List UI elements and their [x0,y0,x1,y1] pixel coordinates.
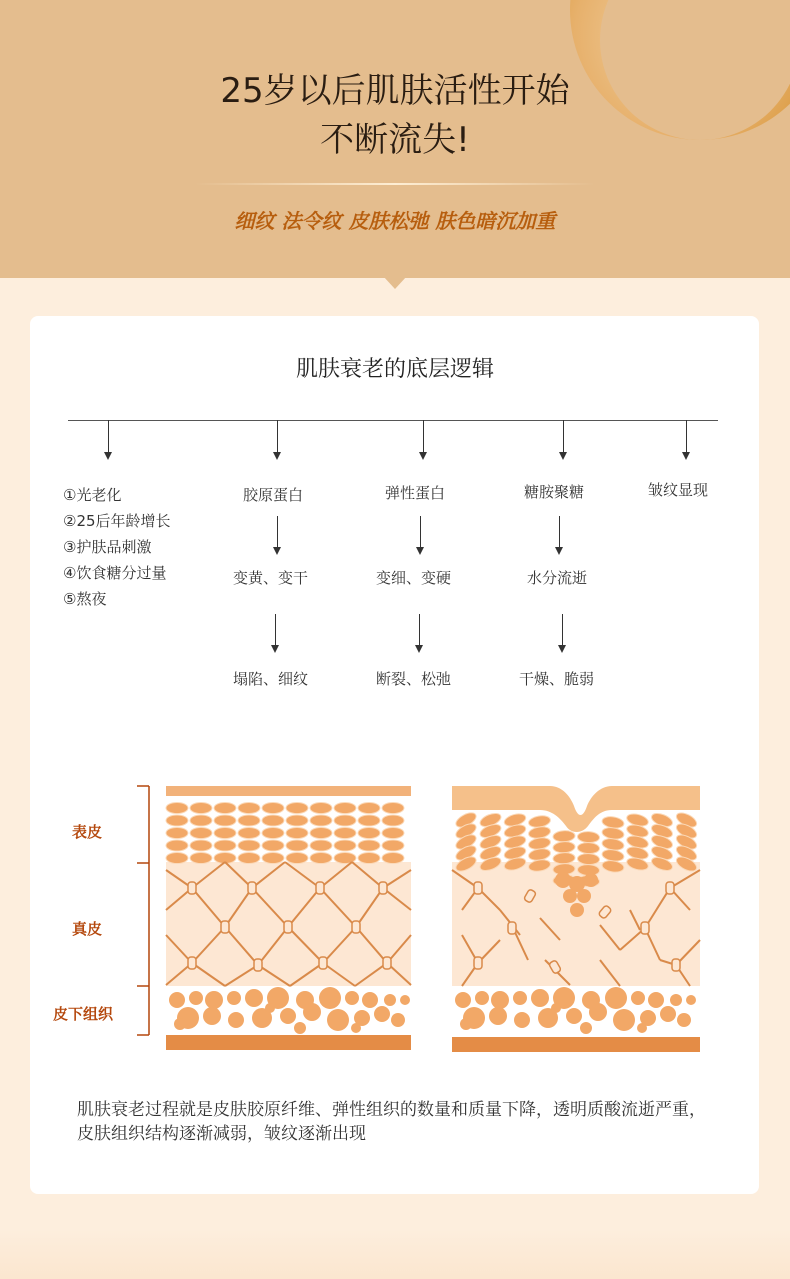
epidermis-cell [577,831,600,843]
collagen-node [352,921,360,933]
epidermis-cell [358,803,380,814]
epidermis-cell [214,853,236,864]
epidermis-cell [334,828,356,839]
collagen-node [379,882,387,894]
epidermis-cell [382,815,404,826]
fat-cell [531,989,549,1007]
epidermis-cell [553,841,576,853]
epidermis-cell [584,873,598,887]
epidermis-cell [310,828,332,839]
fat-cell [227,991,241,1005]
epidermis-cell [358,828,380,839]
epidermis-cell [577,889,591,903]
epidermis-cell [310,853,332,864]
epidermis-cell [166,828,188,839]
aged-skin-panel [452,786,700,1052]
epidermis-cell [262,828,284,839]
epidermis-cell [286,815,308,826]
branch-collagen-label: 胶原蛋白 [243,486,304,504]
card-title: 肌肤衰老的底层逻辑 [295,357,494,382]
epidermis-cell [262,853,284,864]
branch-gag-step2: 水分流逝 [527,569,588,587]
branch-elastin-step3: 断裂、松弛 [376,670,452,688]
cause-item: ③护肤品刺激 [63,538,152,556]
fat-cell [589,1003,607,1021]
fat-cell [513,991,527,1005]
epidermis-cell [238,853,260,864]
fat-cell [400,995,410,1005]
epidermis-cell [190,815,212,826]
epidermis-cell [262,803,284,814]
fat-cell [228,1012,244,1028]
layer-label-dermis: 真皮 [72,920,103,938]
epidermis-cell [190,840,212,851]
fat-cell [613,1009,635,1031]
healthy-fat-cells [169,987,410,1034]
epidermis-cell [382,853,404,864]
epidermis-cell [166,853,188,864]
layer-label-epidermis: 表皮 [72,823,103,841]
epidermis-cell [214,815,236,826]
fat-cell [677,1013,691,1027]
epidermis-cell [238,840,260,851]
epidermis-cell [555,872,571,888]
fat-cell [174,1018,186,1030]
collagen-node [508,922,516,934]
fat-cell [491,991,509,1009]
fat-cell [280,1008,296,1024]
epidermis-cell [166,815,188,826]
epidermis-cell [553,830,576,842]
epidermis-cell [382,803,404,814]
collagen-node [641,922,649,934]
collagen-node [474,882,482,894]
epidermis-cell [262,840,284,851]
epidermis-cell [382,828,404,839]
layer-bracket [137,786,149,1035]
collagen-node [383,957,391,969]
fat-cell [303,1003,321,1021]
hero-subtitle: 细纹 法令纹 皮肤松弛 肤色暗沉加重 [234,209,556,233]
fat-cell [605,987,627,1009]
epidermis-cell [334,840,356,851]
collagen-node [666,882,674,894]
collagen-node [221,921,229,933]
fat-cell [203,1007,221,1025]
epidermis-cell [166,803,188,814]
epidermis-cell [358,853,380,864]
hero-title-line2: 不断流失! [320,120,470,160]
collagen-node [188,882,196,894]
fat-cell [294,1022,306,1034]
fat-cell [169,992,185,1008]
branch-elastin-label: 弹性蛋白 [385,484,446,502]
epidermis-cell [190,828,212,839]
epidermis-cell [286,803,308,814]
fat-cell [189,991,203,1005]
epidermis-cell [286,840,308,851]
epidermis-cell [286,853,308,864]
collagen-node [316,882,324,894]
collagen-node [188,957,196,969]
cause-item: ④饮食糖分过量 [63,564,167,582]
bottom-fade [0,1230,790,1279]
epidermis-cell [563,889,577,903]
fat-cell [374,1006,390,1022]
fat-cell [551,1003,561,1013]
fat-cell [345,991,359,1005]
fat-cell [648,992,664,1008]
description-text: 肌肤衰老过程就是皮肤胶原纤维、弹性组织的数量和质量下降，透明质酸流逝严重，皮肤组织结构逐渐减弱，皱纹逐渐出现 [77,1100,706,1144]
epidermis-cell [310,803,332,814]
cause-item: ①光老化 [63,486,122,504]
branch-gag-label: 糖胺聚糖 [524,483,585,501]
layer-label-subcutis: 皮下组织 [53,1005,114,1023]
fat-cell [514,1012,530,1028]
collagen-node [672,959,680,971]
hero-title-line1: 25岁以后肌肤活性开始 [220,71,570,111]
epidermis-cell [358,840,380,851]
fat-cell [384,994,396,1006]
epidermis-cell [238,815,260,826]
result-wrinkles-label: 皱纹显现 [648,481,709,499]
epidermis-cell [214,828,236,839]
fat-cell [362,992,378,1008]
epidermis-cell [214,803,236,814]
healthy-skin-panel [166,786,411,1050]
fat-cell [205,991,223,1009]
epidermis-cell [310,840,332,851]
collagen-node [248,882,256,894]
fat-cell [391,1013,405,1027]
branch-gag-step3: 干燥、脆弱 [519,670,595,688]
collagen-node [284,921,292,933]
fat-cell [660,1006,676,1022]
epidermis-cell [358,815,380,826]
epidermis-cell [238,828,260,839]
epidermis-cell [334,803,356,814]
aged-fat-cells [455,987,696,1034]
fat-cell [319,987,341,1009]
fat-cell [475,991,489,1005]
fat-cell [631,991,645,1005]
cause-item: ②25后年龄增长 [63,512,171,530]
fat-cell [670,994,682,1006]
epidermis-cell [190,803,212,814]
branch-elastin-step2: 变细、变硬 [376,569,452,587]
fat-cell [245,989,263,1007]
epidermis-cell [310,815,332,826]
fat-cell [351,1023,361,1033]
healthy-epidermis-cells [166,803,404,864]
cause-item: ⑤熬夜 [63,590,107,608]
branch-collagen-step3: 塌陷、细纹 [233,670,309,688]
epidermis-cell [334,815,356,826]
epidermis-cell [262,815,284,826]
fat-cell [566,1008,582,1024]
fat-cell [460,1018,472,1030]
epidermis-cell [166,840,188,851]
epidermis-cell [577,842,600,854]
fat-cell [265,1003,275,1013]
fat-cell [580,1022,592,1034]
epidermis-cell [570,903,584,917]
fat-cell [327,1009,349,1031]
collagen-node [319,957,327,969]
fat-cell [489,1007,507,1025]
fat-cell [637,1023,647,1033]
collagen-node [474,957,482,969]
epidermis-cell [382,840,404,851]
epidermis-cell [190,853,212,864]
collagen-node [254,959,262,971]
epidermis-cell [238,803,260,814]
epidermis-cell [214,840,236,851]
branch-collagen-step2: 变黄、变干 [233,569,309,587]
epidermis-cell [286,828,308,839]
fat-cell [686,995,696,1005]
fat-cell [455,992,471,1008]
